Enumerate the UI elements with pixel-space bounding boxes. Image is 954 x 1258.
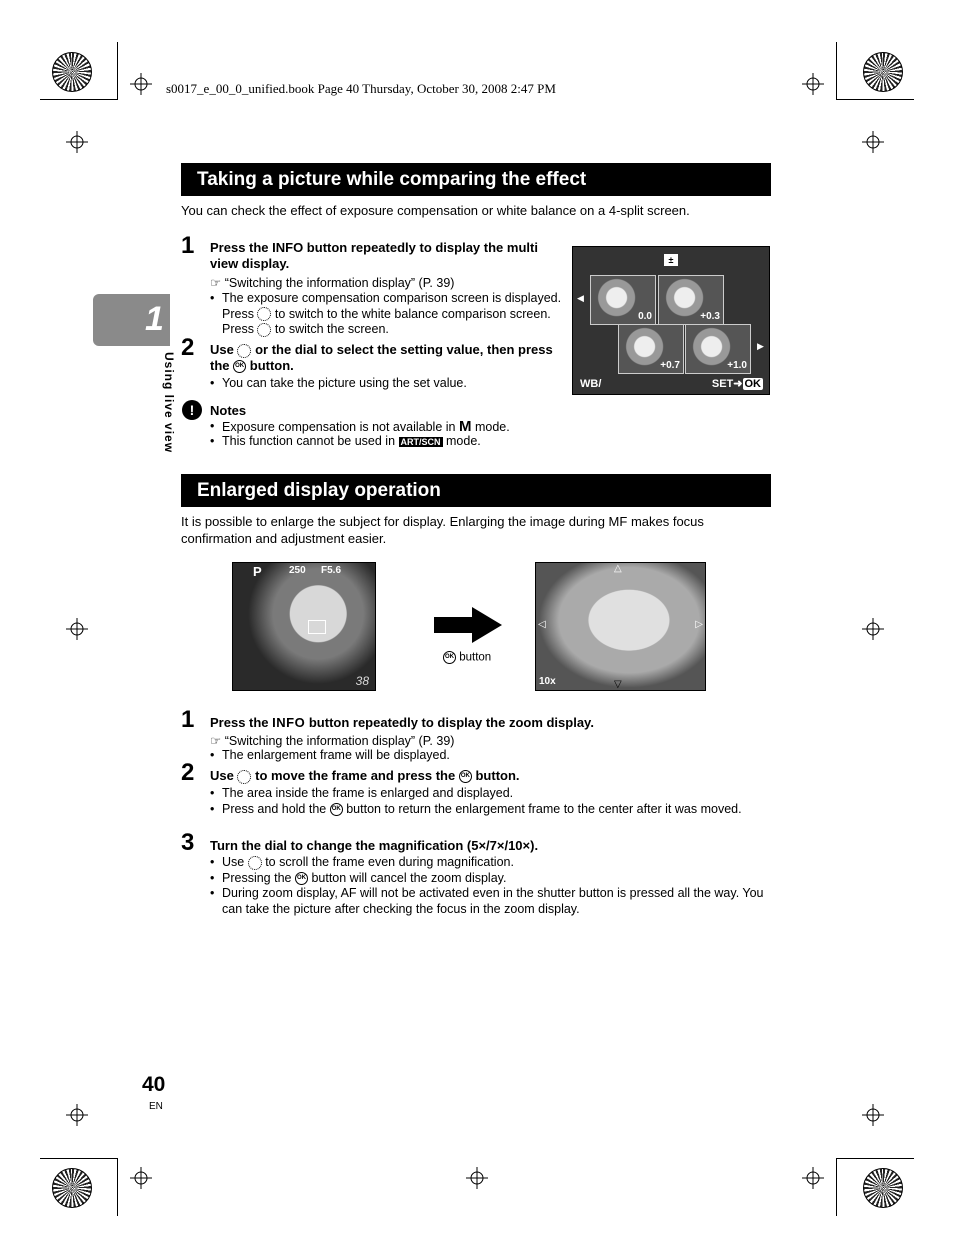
registration-rosette-top-left (52, 52, 92, 92)
arrow-up-down-icon (257, 323, 271, 337)
step-text: Press the INFO button repeatedly to display the zoom display. (210, 715, 594, 730)
bullet-item: • Exposure compensation is not available in M mode. (210, 419, 567, 436)
bullet-item: • Pressing the OK button will cancel the zoom display. (210, 871, 782, 887)
section-intro: You can check the effect of exposure compensation or white balance on a 4-split screen. (181, 203, 690, 218)
page-reference: ☞ “Switching the information display” (P. 39) (210, 276, 455, 290)
ok-button-icon: OK (459, 770, 472, 783)
shutter-speed: 250 (289, 565, 306, 576)
arrow-pad-icon (248, 856, 262, 870)
crosshair-mark (802, 73, 824, 95)
set-label: SET➜ OK (711, 378, 761, 390)
ok-button-icon: OK (330, 803, 343, 816)
bullet-item: • This function cannot be used in ART/SCN mode. (210, 434, 567, 451)
step-number: 1 (181, 232, 195, 259)
crop-line (117, 42, 118, 100)
live-view-photo (232, 562, 376, 691)
scroll-down-icon: ▽ (614, 679, 622, 690)
screen-left-arrow-icon: ◀ (577, 293, 584, 303)
step-number: 2 (181, 759, 195, 786)
chapter-label: Using live view (162, 352, 176, 454)
section-intro: It is possible to enlarge the subject for display. Enlarging the image during MF makes focus confirmation and adjustment easier. (181, 514, 704, 546)
registration-rosette-top-right (863, 52, 903, 92)
step-number: 1 (181, 706, 195, 733)
crosshair-mark (66, 618, 88, 640)
zoomed-photo (535, 562, 706, 691)
crosshair-mark (66, 131, 88, 153)
arrow-right-icon (434, 607, 502, 643)
step-text: Use to move the frame and press the OK button. (210, 768, 520, 783)
crosshair-mark (862, 1104, 884, 1126)
print-header: s0017_e_00_0_unified.book Page 40 Thursday, October 30, 2008 2:47 PM (166, 81, 556, 96)
step-text: Use or the dial to select the setting value, then press the OK button. (210, 342, 553, 373)
scroll-left-icon: ◁ (538, 619, 546, 630)
arrow-left-right-icon (237, 344, 251, 358)
crop-line (836, 1158, 837, 1216)
crop-line (836, 1158, 914, 1159)
wb-label: WB/ (580, 378, 602, 390)
reference-icon: ☞ (210, 276, 222, 290)
crop-line (40, 1158, 118, 1159)
bullet-item: • The area inside the frame is enlarged and displayed. (210, 786, 782, 802)
screen-bottom-bar (573, 375, 769, 394)
aperture: F5.6 (321, 565, 342, 576)
ok-button-icon: OK (295, 872, 308, 885)
crosshair-mark (466, 1167, 488, 1189)
ok-button-icon: OK (233, 360, 246, 373)
chapter-number: 1 (145, 300, 164, 338)
crop-line (117, 1158, 118, 1216)
bullet-item: • Press and hold the OK button to return the enlargement frame to the center after it was moved. (210, 802, 762, 818)
bullet-item: • Use to scroll the frame even during magnification. (210, 855, 782, 871)
ok-button-icon: OK (443, 651, 456, 664)
step-number: 2 (181, 334, 195, 361)
section-title: Taking a picture while comparing the effect (181, 163, 771, 196)
registration-rosette-bottom-right (863, 1168, 903, 1208)
crop-line (836, 42, 837, 100)
registration-rosette-bottom-left (52, 1168, 92, 1208)
step-number: 3 (181, 829, 195, 856)
crosshair-mark (130, 1167, 152, 1189)
crop-line (40, 99, 118, 100)
crosshair-mark (862, 618, 884, 640)
step-text: Press the INFO button repeatedly to display the multi view display. (210, 240, 538, 271)
info-label: INFO (272, 715, 306, 730)
arrow-up-icon (257, 307, 271, 321)
crosshair-mark (66, 1104, 88, 1126)
step-text: Turn the dial to change the magnification (5×/7×/10×). (210, 838, 539, 853)
mode-indicator: P (253, 564, 262, 579)
zoom-level: 10x (539, 676, 556, 687)
reference-icon: ☞ (210, 734, 222, 748)
enlargement-frame (308, 620, 326, 634)
shot-count: 38 (355, 674, 369, 688)
arrow-caption: OK button (445, 651, 492, 664)
bullet-item: • During zoom display, AF will not be activated even in the shutter button is pressed all the way. You can take the picture after checking the focus in the zoom display. (210, 886, 767, 917)
crosshair-mark (862, 131, 884, 153)
thumbnail-frame: +0.7 (618, 324, 684, 374)
scroll-right-icon: ▷ (695, 619, 703, 630)
notes-icon: ! (182, 400, 202, 420)
bullet-item: • The enlargement frame will be displayed. (210, 748, 782, 764)
thumbnail-frame: +1.0 (685, 324, 751, 374)
crosshair-mark (802, 1167, 824, 1189)
thumbnail-frame: 0.0 (590, 275, 656, 325)
bullet-item: • You can take the picture using the set value. (210, 376, 567, 392)
page-reference: ☞ “Switching the information display” (P. 39) (210, 734, 455, 748)
arrow-pad-icon (237, 770, 251, 784)
scroll-up-icon: △ (614, 563, 622, 574)
page-number: 40 (142, 1073, 166, 1096)
bullet-item: • The exposure compensation comparison screen is displayed. Press to switch to the white balance comparison screen. Press to switch the screen. (210, 291, 567, 338)
screen-right-arrow-icon: ▶ (757, 341, 764, 351)
exposure-compensation-icon: ± (664, 254, 678, 266)
crop-line (836, 99, 914, 100)
art-scn-mode-icon: ART/SCN (400, 437, 441, 447)
language-code: EN (149, 1101, 163, 1112)
section-title: Enlarged display operation (181, 474, 771, 507)
multi-view-screen (572, 246, 770, 395)
crosshair-mark (130, 73, 152, 95)
notes-title: Notes (210, 403, 247, 418)
thumbnail-frame: +0.3 (658, 275, 724, 325)
